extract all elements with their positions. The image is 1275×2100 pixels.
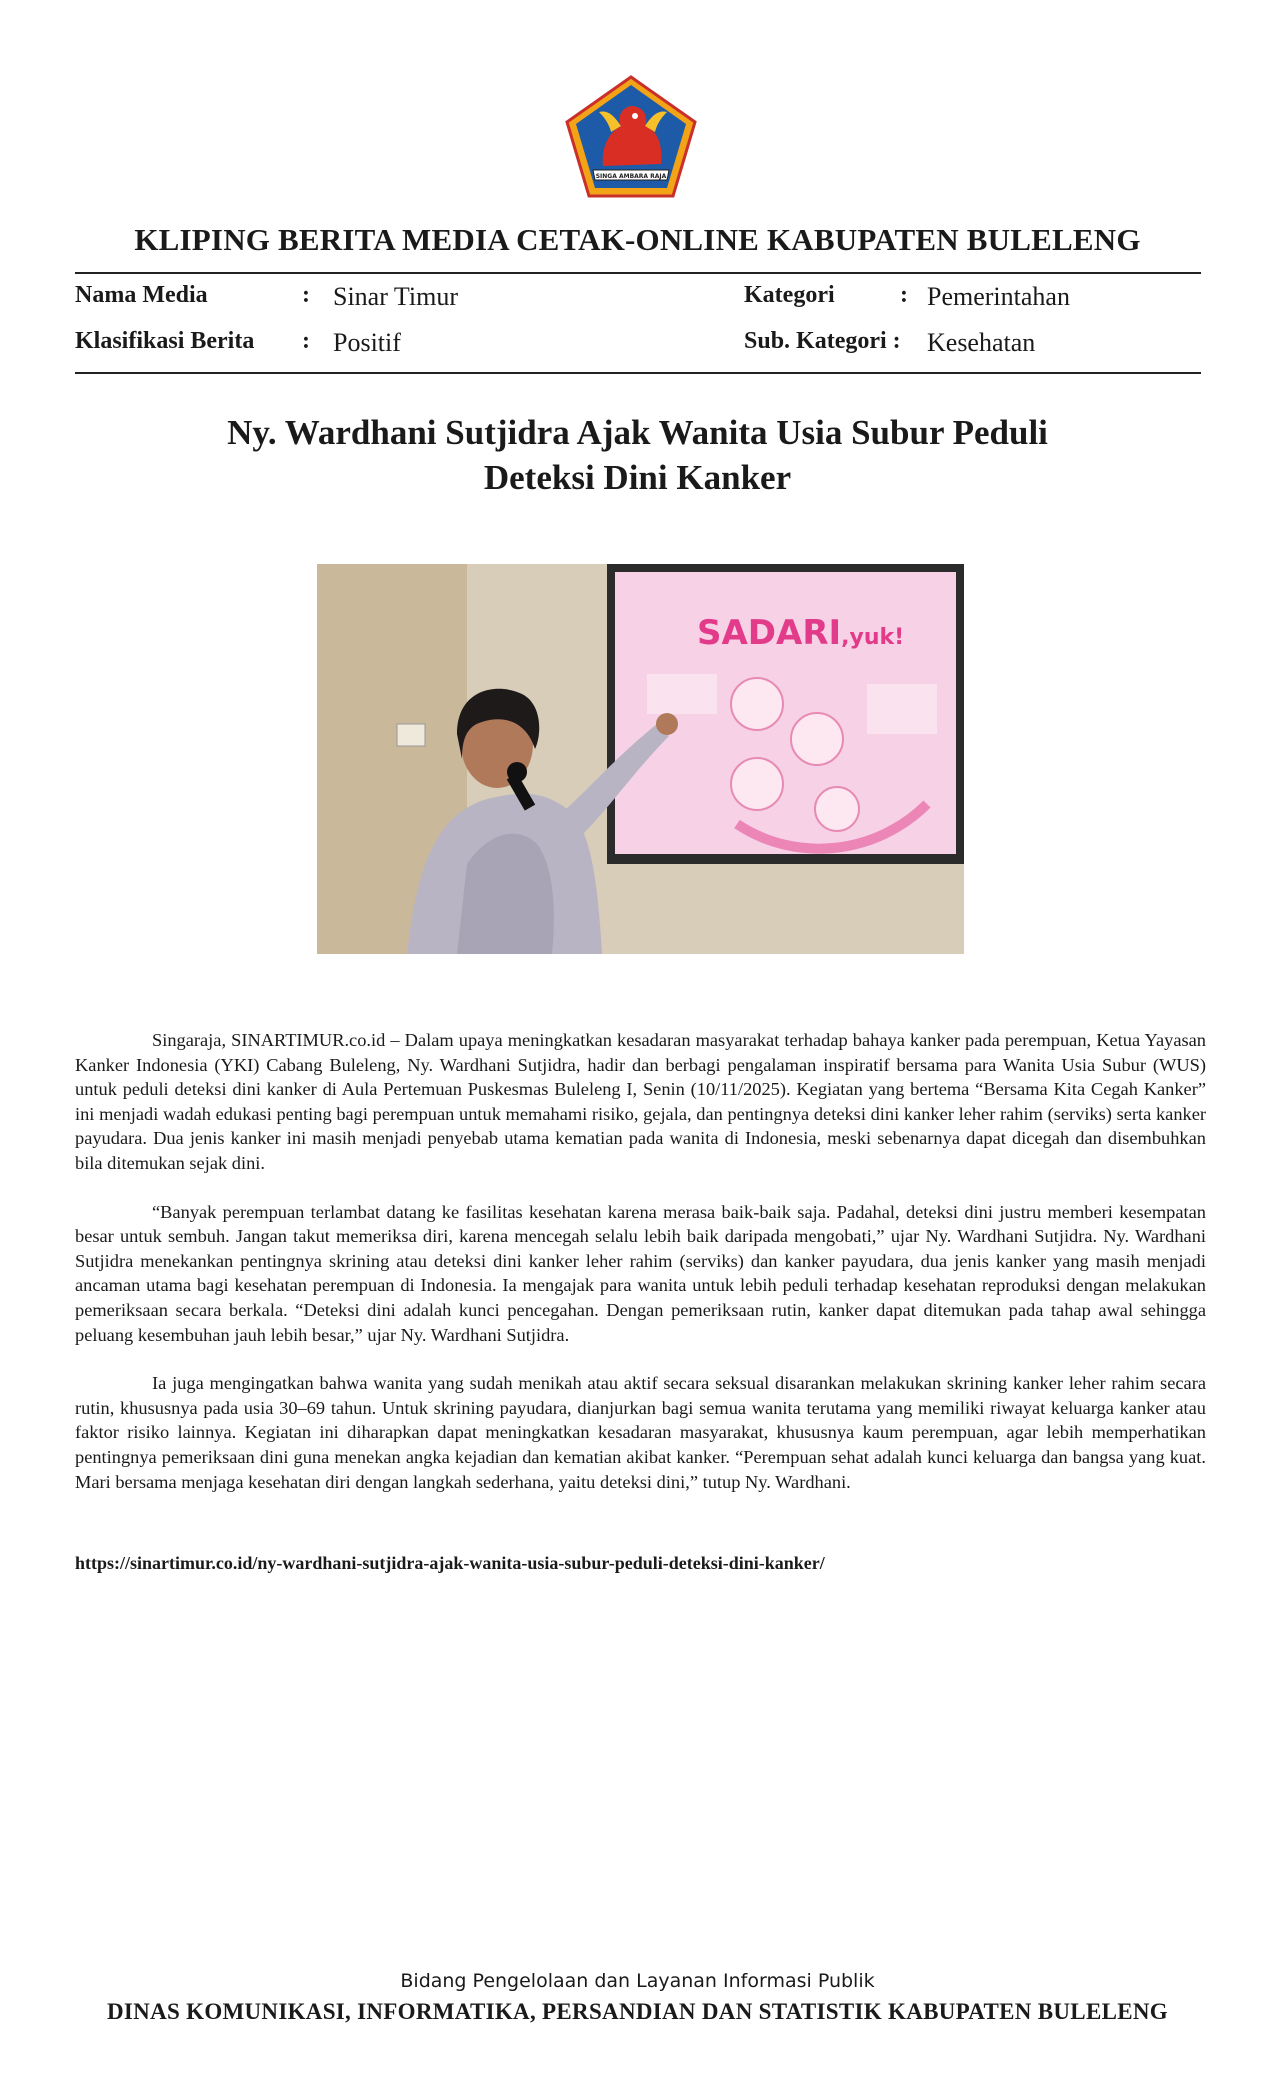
header-bottom-divider	[75, 372, 1201, 374]
kategori-colon: :	[900, 282, 908, 308]
footer-title: DINAS KOMUNIKASI, INFORMATIKA, PERSANDIAN DAN STATISTIK KABUPATEN BULELENG	[107, 1999, 1168, 2024]
media-value: Sinar Timur	[333, 282, 458, 311]
klasifikasi-label: Klasifikasi Berita	[75, 328, 255, 354]
headline-line-1: Ny. Wardhani Sutjidra Ajak Wanita Usia Subur Peduli	[227, 413, 1048, 452]
photo-screen-title: SADARI,yuk!	[697, 613, 905, 653]
klasifikasi-colon: :	[302, 328, 310, 354]
article-headline	[0, 410, 1275, 500]
headline-line-2: Deteksi Dini Kanker	[483, 458, 792, 497]
header-top-divider	[75, 272, 1201, 274]
kategori-value: Pemerintahan	[927, 282, 1070, 311]
source-url-link[interactable]: https://sinartimur.co.id/ny-wardhani-sutjidra-ajak-wanita-usia-subur-peduli-deteksi-dini-kanker/	[75, 1553, 825, 1573]
article-photo	[317, 564, 964, 954]
klasifikasi-value: Positif	[333, 328, 401, 357]
article-body	[75, 1028, 1206, 1518]
article-paragraph-2: “Banyak perempuan terlambat datang ke fasilitas kesehatan karena merasa baik-baik saja. Padahal, deteksi dini justru memberi kesempatan besar untuk sembuh. Jangan takut memeriksa diri, karena mencegah selalu lebih baik daripada mengobati,” ujar Ny. Wardhani Sutjidra. Ny. Wardhani Sutjidra menekankan pentingnya skrining atau deteksi dini kanker leher rahim (serviks) dan kanker payudara, dua jenis kanker yang masih menjadi ancaman utama bagi kesehatan perempuan di Indonesia. Ia mengajak para wanita untuk lebih peduli terhadap kesehatan reproduksi dengan melakukan pemeriksaan secara berkala. “Deteksi dini adalah kunci pencegahan. Dengan pemeriksaan rutin, kanker dapat ditemukan pada tahap awal sehingga peluang kesembuhan jauh lebih besar,” ujar Ny. Wardhani Sutjidra.	[75, 1201, 1206, 1345]
article-paragraph-3: Ia juga mengingatkan bahwa wanita yang sudah menikah atau aktif secara seksual disarankan melakukan skrining kanker leher rahim secara rutin, khususnya pada usia 30–69 tahun. Untuk skrining payudara, dianjurkan bagi semua wanita terutama yang memiliki riwayat keluarga kanker atau faktor risiko lainnya. Kegiatan ini diharapkan dapat meningkatkan kesadaran masyarakat, khususnya kaum perempuan, agar lebih memperhatikan pentingnya pemeriksaan dini guna menekan angka kejadian dan kematian akibat kanker. “Perempuan sehat adalah kunci keluarga dan bangsa yang kuat. Mari bersama menjaga kesehatan diri dengan langkah sederhana, yaitu deteksi dini,” tutup Ny. Wardhani.	[75, 1373, 1206, 1492]
logo-motto: SINGA AMBARA RAJA	[595, 173, 667, 180]
footer-subtitle: Bidang Pengelolaan dan Layanan Informasi Publik	[400, 1970, 875, 1992]
clipping-header-title: KLIPING BERITA MEDIA CETAK-ONLINE KABUPATEN BULELENG	[134, 222, 1141, 257]
buleleng-emblem-logo	[563, 74, 699, 200]
subkategori-value: Kesehatan	[927, 328, 1036, 357]
photo-screen-title-suffix: ,yuk!	[841, 625, 905, 650]
subkategori-label: Sub. Kategori :	[744, 328, 901, 354]
article-paragraph-1: Singaraja, SINARTIMUR.co.id – Dalam upaya meningkatkan kesadaran masyarakat terhadap bahaya kanker pada perempuan, Ketua Yayasan Kanker Indonesia (YKI) Cabang Buleleng, Ny. Wardhani Sutjidra, hadir dan berbagi pengalaman inspiratif bersama para Wanita Usia Subur (WUS) untuk peduli deteksi dini kanker di Aula Pertemuan Puskesmas Buleleng I, Senin (10/11/2025). Kegiatan yang bertema “Bersama Kita Cegah Kanker” ini menjadi wadah edukasi penting bagi perempuan untuk memahami risiko, gejala, dan pentingnya deteksi dini kanker leher rahim (serviks) serta kanker payudara. Dua jenis kanker ini masih menjadi penyebab utama kematian pada wanita di Indonesia, meski sebenarnya dapat dicegah dan disembuhkan bila ditemukan sejak dini.	[75, 1030, 1206, 1173]
media-label: Nama Media	[75, 282, 208, 308]
media-colon: :	[302, 282, 310, 308]
kategori-label: Kategori	[744, 282, 835, 308]
